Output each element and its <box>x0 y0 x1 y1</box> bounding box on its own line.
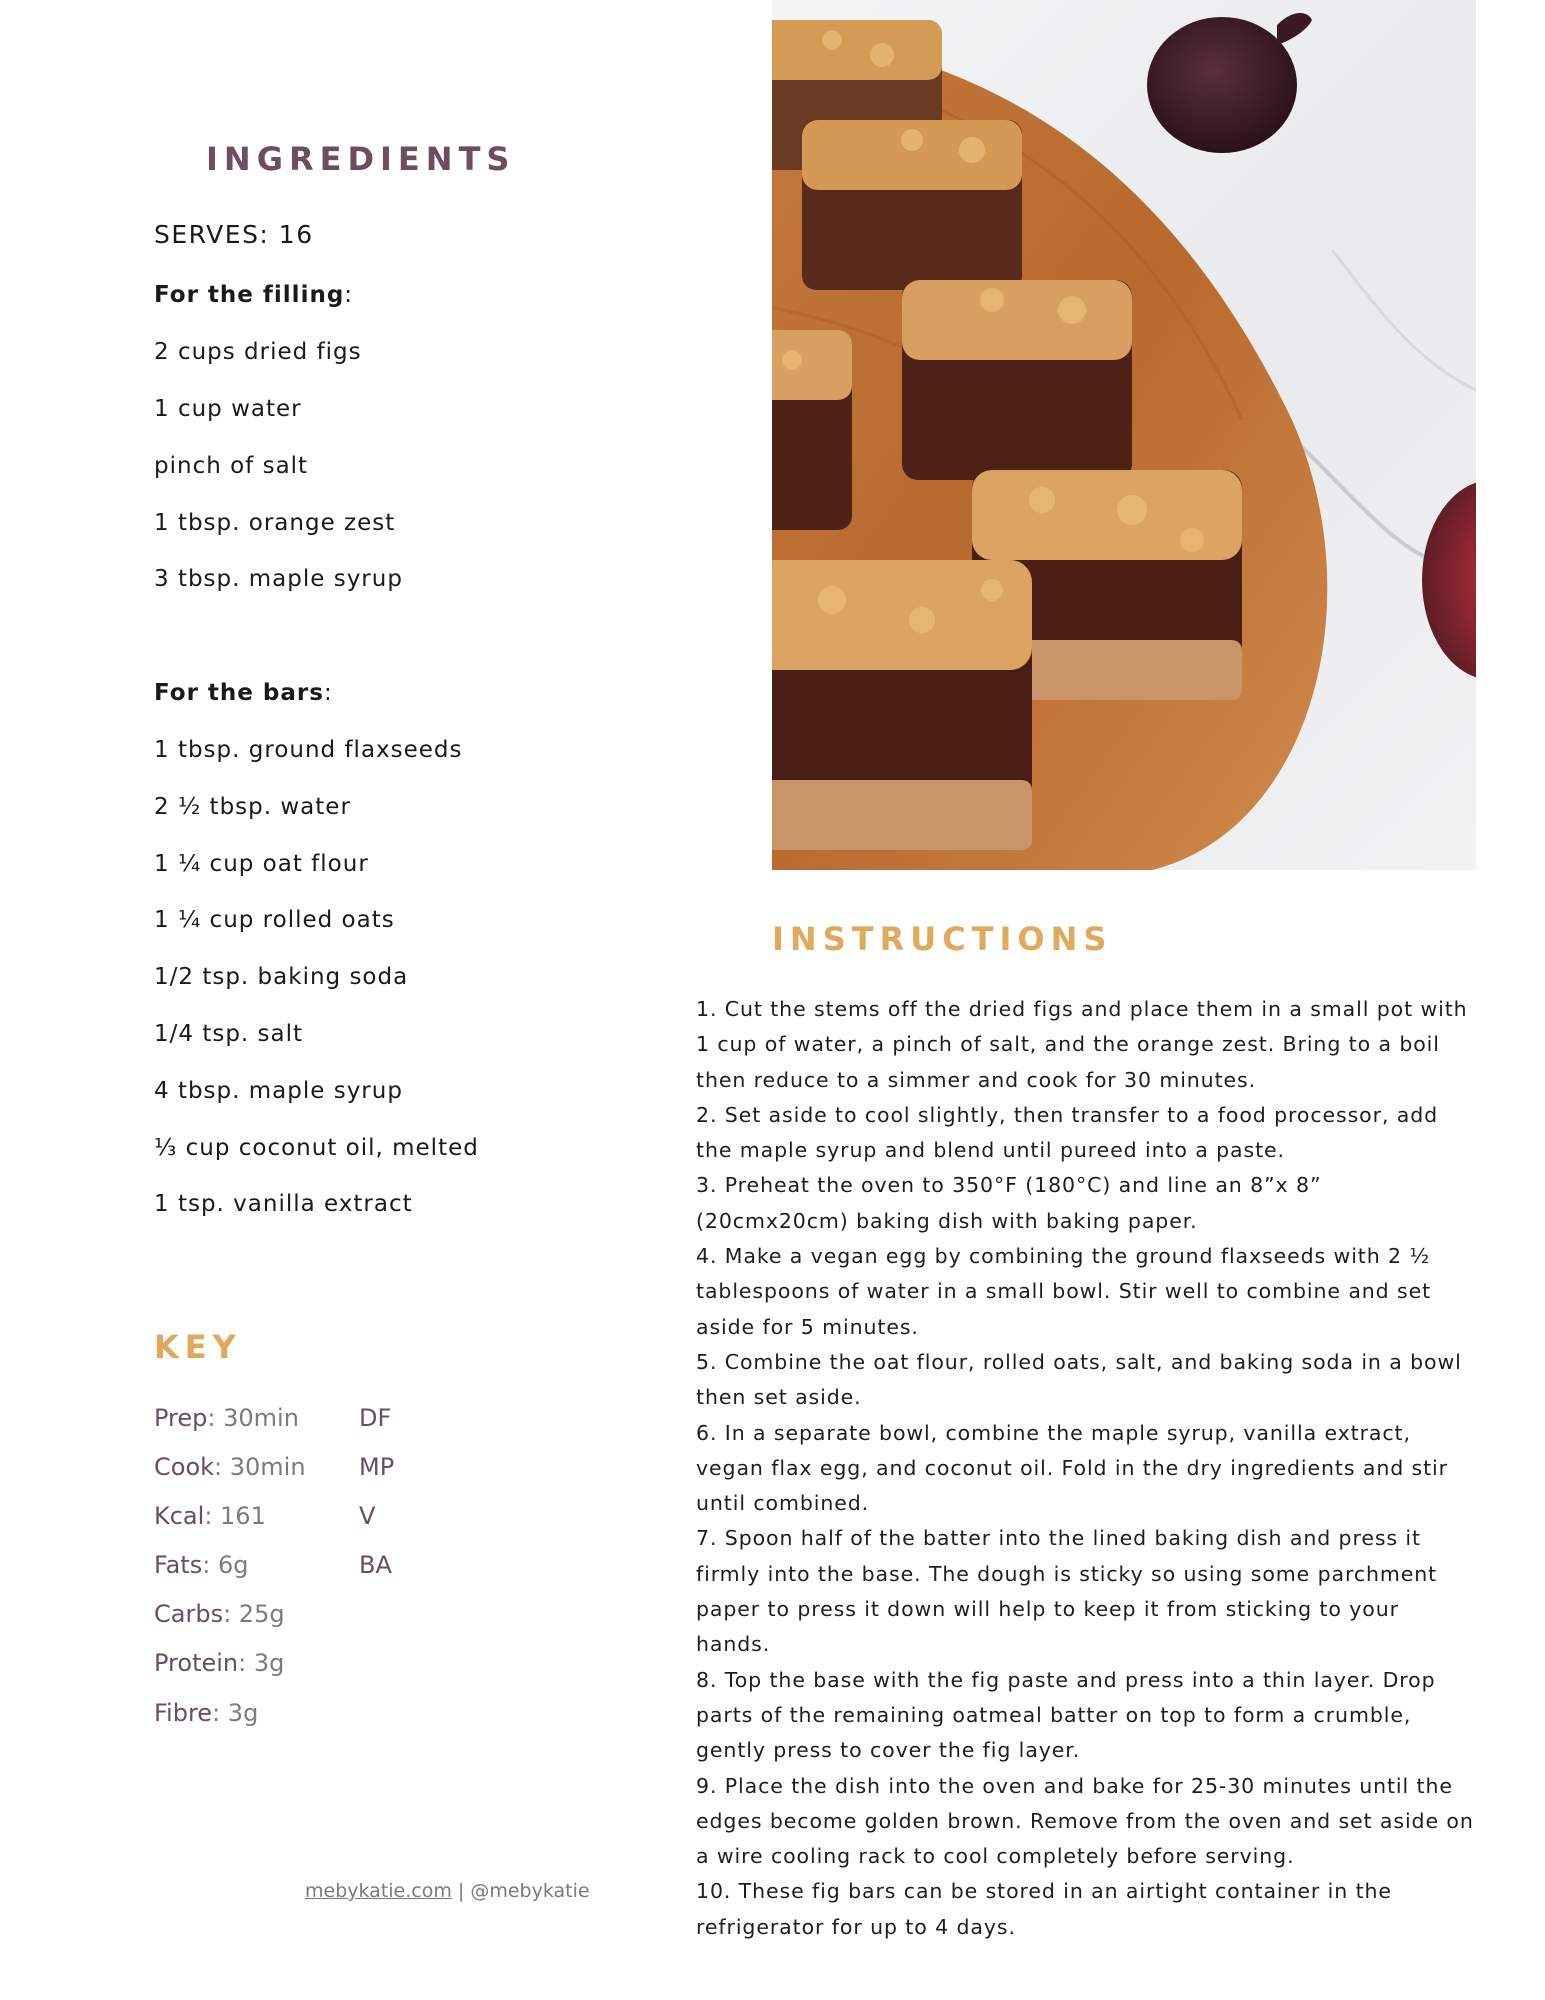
ingredients-heading: INGREDIENTS <box>206 140 516 178</box>
ingredient-item: 1 cup water <box>154 396 302 422</box>
serves-count: SERVES: 16 <box>154 220 314 249</box>
nutrition-label: Fibre <box>154 1699 213 1727</box>
ingredient-item: 1 tsp. vanilla extract <box>154 1191 413 1217</box>
ingredient-item: 1 tbsp. orange zest <box>154 510 396 536</box>
instructions-heading: INSTRUCTIONS <box>772 920 1113 958</box>
ingredient-item: ⅓ cup coconut oil, melted <box>154 1135 479 1161</box>
instruction-step: 7. Spoon half of the batter into the lined baking dish and press it firmly into the base. The dough is sticky so using some parchment paper to press it down will help to keep it from sticking to your hands. <box>696 1526 1438 1657</box>
nutrition-value: 3g <box>253 1649 285 1677</box>
filling-subheading: For the filling: <box>154 282 354 308</box>
ingredient-item: pinch of salt <box>154 453 309 479</box>
instruction-step: 2. Set aside to cool slightly, then transfer to a food processor, add the maple syrup and blend until pureed into a paste. <box>696 1102 1439 1163</box>
recipe-photo <box>772 0 1476 870</box>
ingredient-item: 2 ½ tbsp. water <box>154 794 351 820</box>
bars-heading-text: For the bars <box>154 680 324 706</box>
ingredient-item: 1 ¼ cup rolled oats <box>154 907 395 933</box>
ingredient-item: 3 tbsp. maple syrup <box>154 566 403 592</box>
nutrition-fats: Fats: 6g <box>154 1551 249 1579</box>
nutrition-label: Prep <box>154 1404 208 1432</box>
key-heading: KEY <box>154 1328 242 1366</box>
nutrition-value: 30min <box>229 1453 306 1481</box>
nutrition-label: Cook <box>154 1453 215 1481</box>
footer <box>305 1880 590 1902</box>
social-handle: @mebykatie <box>470 1880 590 1902</box>
nutrition-value: 3g <box>227 1699 259 1727</box>
nutrition-label: Carbs <box>154 1600 224 1628</box>
bars-subheading: For the bars: <box>154 680 333 706</box>
nutrition-protein: Protein: 3g <box>154 1649 285 1677</box>
instruction-step: 9. Place the dish into the oven and bake for 25-30 minutes until the edges become golden brown. Remove from the oven and set aside on a wire cooling rack to cool completely before serving. <box>696 1773 1474 1869</box>
nutrition-label: Protein <box>154 1649 239 1677</box>
footer-separator: | <box>451 1880 471 1902</box>
nutrition-value: 30min <box>223 1404 299 1432</box>
diet-code: BA <box>359 1551 392 1579</box>
ingredient-item: 1/2 tsp. baking soda <box>154 964 409 990</box>
nutrition-carbs: Carbs: 25g <box>154 1600 285 1628</box>
instruction-step: 3. Preheat the oven to 350°F (180°C) and line an 8”x 8” (20cmx20cm) baking dish with baking paper. <box>696 1173 1322 1233</box>
nutrition-label: Fats <box>154 1551 203 1579</box>
nutrition-label: Kcal <box>154 1502 205 1530</box>
ingredient-item: 1 tbsp. ground flaxseeds <box>154 737 463 763</box>
key-nutrition-list <box>154 0 634 2000</box>
nutrition-value: 161 <box>220 1502 266 1530</box>
ingredient-item: 4 tbsp. maple syrup <box>154 1078 403 1104</box>
diet-code: DF <box>359 1404 392 1432</box>
instruction-step: 5. Combine the oat flour, rolled oats, salt, and baking soda in a bowl then set aside. <box>696 1349 1462 1410</box>
nutrition-prep: Prep: 30min <box>154 1404 299 1432</box>
instruction-step: 4. Make a vegan egg by combining the ground flaxseeds with 2 ½ tablespoons of water in a small bowl. Stir well to combine and set aside for 5 minutes. <box>696 1244 1432 1339</box>
nutrition-kcal: Kcal: 161 <box>154 1502 266 1530</box>
diet-code: V <box>359 1502 376 1530</box>
nutrition-cook: Cook: 30min <box>154 1453 306 1481</box>
website-link[interactable]: mebykatie.com <box>305 1880 452 1902</box>
instruction-step: 8. Top the base with the fig paste and press into a thin layer. Drop parts of the remaining oatmeal batter on top to form a crumble, gently press to cover the fig layer. <box>696 1667 1436 1763</box>
instruction-step: 10. These fig bars can be stored in an airtight container in the refrigerator for up to 4 days. <box>696 1879 1392 1939</box>
diet-code: MP <box>359 1453 395 1481</box>
nutrition-fibre: Fibre: 3g <box>154 1699 259 1727</box>
instruction-step: 1. Cut the stems off the dried figs and place them in a small pot with 1 cup of water, a pinch of salt, and the orange zest. Bring to a boil then reduce to a simmer and cook for 30 minutes. <box>696 997 1468 1092</box>
instruction-step: 6. In a separate bowl, combine the maple syrup, vanilla extract, vegan flax egg, and coconut oil. Fold in the dry ingredients and stir until combined. <box>696 1420 1448 1516</box>
ingredient-item: 1/4 tsp. salt <box>154 1021 304 1047</box>
nutrition-value: 6g <box>217 1551 249 1579</box>
nutrition-value: 25g <box>238 1600 285 1628</box>
filling-heading-text: For the filling <box>154 282 345 308</box>
instructions-list <box>696 992 1476 1945</box>
ingredient-item: 2 cups dried figs <box>154 339 362 365</box>
ingredient-item: 1 ¼ cup oat flour <box>154 851 369 877</box>
